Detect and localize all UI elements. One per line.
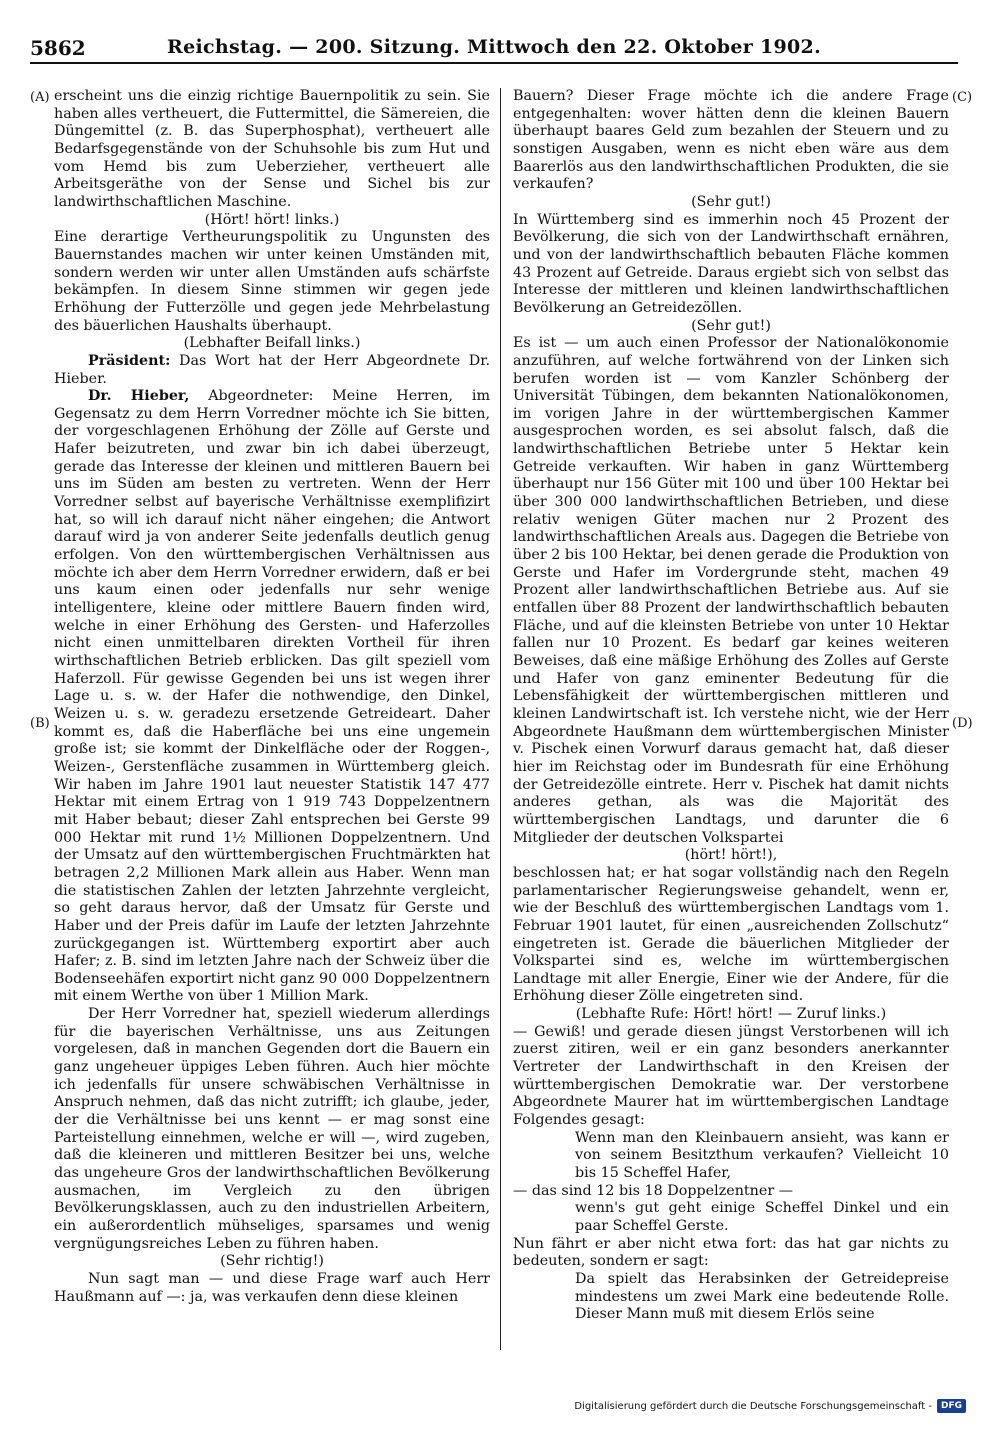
speech-text: Abgeordneter: Meine Herren, im Gegensatz zu dem Herrn Vorredner möchte ich Sie bitten, der vorgeschlagenen Erhöhung der Zölle auf Gerste und Hafer beizutreten, und zwar bin ich dabei überzeugt, gerade das Interesse der kleinen und mittleren Bauern bei uns im Süden am besten zu vertreten. Wenn der Herr Vorredner selbst auf bayerische Verhältnisse exemplifizirt hat, so will ich darauf nicht näher eingehen; die Antwort darauf wird ja von anderer Seite jedenfalls deutlich genug erfolgen. Von den württembergischen Verhältnissen aus möchte ich aber dem Herrn Vorredner erwidern, daß er bei uns kaum einen oder jedenfalls nur sehr wenige intelligentere, kleine oder mittlere Bauern finden wird, welche in einer Erhöhung des Gersten- und Haferzolles nicht einen unmittelbaren direkten Vortheil für ihren wirthschaftlichen Betrieb erblicken. Das gilt speziell vom Haferzoll. Für gewisse Gegenden bei uns ist wegen ihrer Lage u. s. w. der Hafer die nothwendige, den Dinkel, Weizen u. s. w. geradezu ersetzende Getreideart. Daher kommt es, daß die Haberfläche bei uns eine ungemein große ist; sie kommt der Dinkelfläche oder der Roggen-, Weizen-, Gerstenfläche zusammen in Württemberg gleich. Wir haben im Jahre 1901 laut neuester Statistik 147 477 Hektar mit einem Ertrag von 1 919 743 Doppelzentnern mit Haber bebaut; dieser Zahl entsprechen bei Gerste 99 000 Hektar mit rund 1½ Millionen Doppelzentnern. Und der Umsatz auf den württembergischen Fruchtmärkten hat betragen 2,2 Millionen Mark allein aus Haber. Wenn man die statistischen Zahlen der letzten Jahrzehnte vergleicht, so geht daraus hervor, daß der Umsatz für Gerste und Haber und der Preis dafür im Laufe der letzten Jahrzehnte zurückgegangen ist. Württemberg exportirt aber auch Hafer; z. B. sind im letzten Jahre nach der Schweiz über die Bodenseehäfen exportirt nicht ganz 90 000 Doppelzentnern mit einem Werthe von über 1 Million Mark. xyxy=(54,388,491,1005)
paragraph: In Württemberg sind es immerhin noch 45 Prozent der Bevölkerung, die sich von der Landwirthschaft ernähren, und von der landwirthschaftlich bebauten Fläche kommen 43 Prozent auf Getreide. Daraus ergiebt sich von selbst das Interesse der mittleren und kleinen landwirthschaftlichen Bevölkerung an Getreidezöllen. xyxy=(513,211,949,316)
paragraph: Eine derartige Vertheurungspolitik zu Ungunsten des Bauernstandes machen wir unter keinen Umständen mit, sondern werden wir unter allen Umständen aufs schärfste bekämpfen. In diesem Sinne stimmen wir gegen jede Erhöhung der Futterzölle und gegen jede Mehrbelastung des bäuerlichen Haushalts überhaupt. xyxy=(54,229,490,334)
speaker-name: Präsident: xyxy=(88,352,171,369)
block-quote: Wenn man den Kleinbauern ansieht, was kann er von seinem Besitzthum verkaufen? Vielleicht 10 bis 15 Scheffel Hafer, xyxy=(575,1129,949,1182)
interjection: (hört! hört!), xyxy=(684,847,778,864)
paragraph: Es ist — um auch einen Professor der Nationalökonomie anzuführen, auf welche fortwährend von der Linken sich berufen worden ist — vom Kanzler Schönberg der Universität Tübingen, dem bekannten Nationalökonomen, im vorigen Jahre in der württembergischen Kammer ausgesprochen worden, es sei absolut falsch, daß die landwirthschaftlichen Betriebe unter 5 Hektar kein Getreide verkauften. Wir haben in ganz Württemberg überhaupt nur 156 Güter mit 100 und über 100 Hektar bei über 300 000 landwirthschaftlichen Betrieben, und diese relativ wenigen Güter machen nur 2 Prozent des landwirthschaftlichen Areals aus. Dagegen die Betriebe von über 2 bis 100 Hektar, bei denen gerade die Produktion von Gerste und Hafer im Vordergrunde steht, machen 49 Prozent aller landwirthschaftlichen Betriebe aus. Auf sie entfallen über 88 Prozent der landwirthschaftlich bebauten Fläche, und auf die kleinsten Betriebe von unter 10 Hektar fallen nur 10 Prozent. Es bedarf gar keines weiteren Beweises, daß eine mäßige Erhöhung des Zolles auf Gerste und Hafer von ganz eminenter Bedeutung für die Lebensfähigkeit der württembergischen mittleren und kleinen Landwirtschaft ist. Ich verstehe nicht, wie der Herr Abgeordnete Haußmann dem württembergischen Minister v. Pischek einen Vorwurf daraus gemacht hat, daß dieser hier im Reichstag oder im Bundesrath für eine Erhöhung der Getreidezölle eintrete. Herr v. Pischek hat damit nichts anderes gethan, als was die Majorität des württembergischen Landtags, und darunter die 6 Mitglieder der deutschen Volkspartei xyxy=(513,335,949,846)
paragraph: erscheint uns die einzig richtige Bauernpolitik zu sein. Sie haben alles vertheuert, die Futtermittel, die Sämereien, die Düngemittel (z. B. das Superphosphat), vertheuert alle Bedarfsgegenstände von der Schuhsohle bis zum Hut und vom Hemd bis zum Ueberzieher, vertheuert alle Arbeitsgeräthe von der Sense und Sichel bis zur landwirthschaftlichen Maschine. xyxy=(54,88,490,210)
speech-text: Das Wort hat der Herr Abgeordnete Dr. Hieber. xyxy=(54,352,490,387)
interjection: (Hört! hört! links.) xyxy=(204,211,340,228)
paragraph: Bauern? Dieser Frage möchte ich die andere Frage entgegenhalten: wover hätten denn die kleinen Bauern überhaupt baares Geld zum bezahlen der Steuern und zu sonstigen Ausgaben, wenn es nicht eben wäre aus dem Baarerlös aus den landwirthschaftlichen Produkten, die sie verkaufen? xyxy=(513,88,949,193)
speaker-name: Dr. Hieber, xyxy=(88,388,190,405)
paragraph: — Gewiß! und gerade diesen jüngst Verstorbenen will ich zuerst zitiren, weil er ein ganz besonders anerkannter Vertreter der Landwirthschaft in den Kreisen der württembergischen Demokratie war. Der verstorbene Abgeordnete Maurer hat im württembergischen Landtage Folgendes gesagt: xyxy=(513,1023,949,1129)
margin-mark-b: (B) xyxy=(30,716,50,731)
interjection: (Lebhafter Beifall links.) xyxy=(183,335,361,352)
interjection: (Sehr gut!) xyxy=(691,317,771,334)
president-paragraph xyxy=(54,353,490,388)
margin-mark-c: (C) xyxy=(952,90,973,105)
digitization-footer xyxy=(574,1399,966,1413)
paragraph: Der Herr Vorredner hat, speziell wiederum allerdings für die bayerischen Verhältnisse, uns aus Zeitungen vorgelesen, daß in manchen Gegenden dort die Bauern ein ganz ungeheuer üppiges Leben führen. Auch hier möchte ich jedenfalls für unsere schwäbischen Verhältnisse in Anspruch nehmen, daß das nicht zutrifft; ich glaube, jeder, der die Verhältnisse bei uns kennt — er mag sonst eine Parteistellung einnehmen, welche er will —, wird zugeben, daß die kleineren und mittleren Besitzer bei uns, welche das ungeheure Gros der landwirthschaftlichen Bevölkerung ausmachen, im Vergleich zu den übrigen Bevölkerungsklassen, auch zu den industriellen Arbeitern, ein außerordentlich mühseliges, sparsames und wenig vergnügungsreiches Leben zu führen haben. xyxy=(54,1006,490,1252)
dfg-logo: DFG xyxy=(937,1399,966,1413)
interjection: (Sehr gut!) xyxy=(691,193,771,210)
block-quote: wenn's gut geht einige Scheffel Dinkel und ein paar Scheffel Gerste. xyxy=(575,1200,949,1234)
block-quote: Da spielt das Herabsinken der Getreidepreise mindestens um zwei Mark eine bedeutende Rolle. Dieser Mann muß mit diesem Erlös seine xyxy=(575,1270,949,1323)
right-column xyxy=(513,88,949,1324)
page-header xyxy=(30,34,958,64)
running-head: Reichstag. — 200. Sitzung. Mittwoch den 22. Oktober 1902. xyxy=(167,36,821,58)
paragraph: Nun fährt er aber nicht etwa fort: das hat gar nichts zu bedeuten, sondern er sagt: xyxy=(513,1235,949,1270)
paragraph: beschlossen hat; er hat sogar vollständig nach den Regeln parlamentarischer Regierungsweise gehandelt, wenn er, wie der Beschluß des württembergischen Landtags vom 1. Februar 1901 lautet, für einen „ausreichenden Zollschutz“ eingetreten ist. Gerade die bäuerlichen Mitglieder der Volkspartei sind es, welche im württembergischen Landtage mit aller Energie, Einer wie der Andere, für die Erhöhung dieser Zölle eingetreten sind. xyxy=(513,864,949,1005)
footer-text: Digitalisierung gefördert durch die Deutsche Forschungsgemeinschaft - xyxy=(574,1400,932,1412)
page-number: 5862 xyxy=(30,36,86,60)
margin-mark-a: (A) xyxy=(30,90,50,105)
paragraph: Nun sagt man — und diese Frage warf auch Herr Haußmann auf —: ja, was verkaufen denn diese kleinen xyxy=(54,1270,490,1305)
column-divider xyxy=(500,88,501,1350)
margin-mark-d: (D) xyxy=(952,716,973,731)
interjection: (Sehr richtig!) xyxy=(220,1253,324,1270)
paragraph: — das sind 12 bis 18 Doppelzentner — xyxy=(513,1182,793,1199)
left-column xyxy=(54,88,490,1306)
hieber-paragraph xyxy=(54,388,490,1006)
interjection: (Lebhafte Rufe: Hört! hört! — Zuruf links.) xyxy=(575,1006,887,1023)
